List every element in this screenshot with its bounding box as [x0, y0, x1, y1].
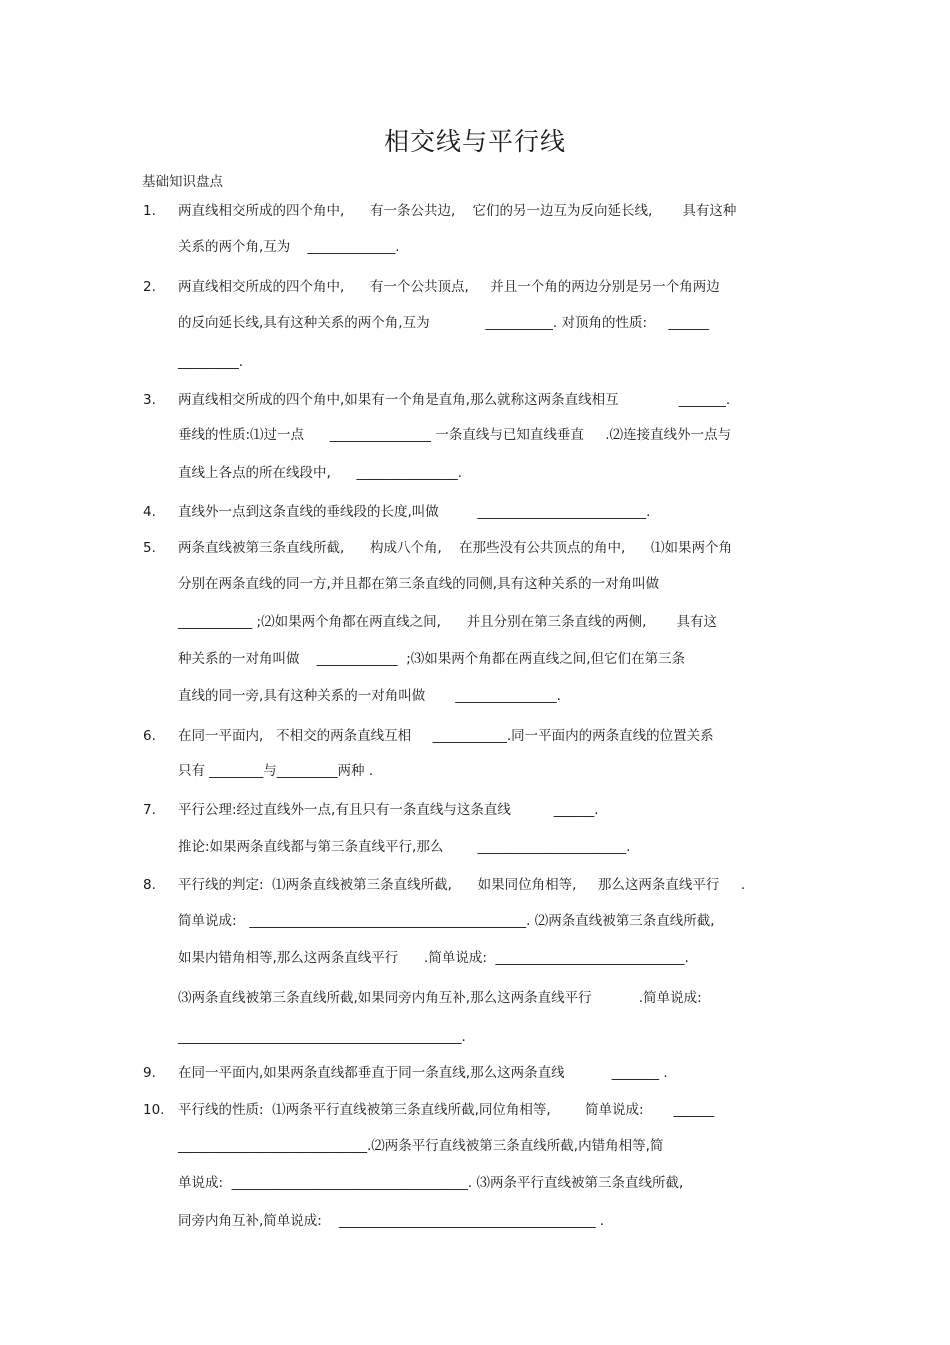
- section-subtitle: 基础知识盘点: [142, 174, 223, 190]
- item-number: 3.: [143, 392, 156, 408]
- item-text-line: 直线上各点的所在线段中, _______________.: [178, 465, 463, 481]
- item-number: 2.: [143, 279, 156, 295]
- item-number: 9.: [143, 1065, 156, 1081]
- item-text-line: 在同一平面内,如果两条直线都垂直于同一条直线,那么这两条直线 _______ .: [178, 1065, 668, 1081]
- item-number: 4.: [143, 504, 156, 520]
- item-text-line: 种关系的一对角叫做 ____________ ;⑶如果两个角都在两直线之间,但它们在第三条: [178, 651, 686, 667]
- item-text-line: ⑶两条直线被第三条直线所截,如果同旁内角互补,那么这两条直线平行 .简单说成:: [178, 990, 702, 1006]
- item-text-line: 平行线的性质: ⑴两条平行直线被第三条直线所截,同位角相等, 简单说成: ______: [178, 1102, 715, 1118]
- page-title: 相交线与平行线: [383, 127, 566, 156]
- item-number: 5.: [143, 540, 156, 556]
- item-text-line: 简单说成: _________________________________________. ⑵两条直线被第三条直线所截,: [178, 913, 715, 929]
- item-text-line: ___________ ;⑵如果两个角都在两直线之间, 并且分别在第三条直线的两侧, 具有这: [178, 614, 717, 630]
- item-text-line: 平行公理:经过直线外一点,有且只有一条直线与这条直线 ______.: [178, 802, 599, 818]
- item-text-line: __________________________________________.: [178, 1029, 466, 1045]
- item-text-line: 推论:如果两条直线都与第三条直线平行,那么 ______________________.: [178, 839, 631, 855]
- item-text-line: 平行线的判定: ⑴两条直线被第三条直线所截, 如果同位角相等, 那么这两条直线平行 .: [178, 877, 746, 893]
- item-text-line: _________.: [178, 354, 244, 370]
- item-number: 10.: [143, 1102, 165, 1118]
- item-text-line: 同旁内角互补,简单说成: ______________________________________ .: [178, 1213, 605, 1229]
- item-number: 7.: [143, 802, 156, 818]
- item-text-line: 两直线相交所成的四个角中, 有一个公共顶点, 并且一个角的两边分别是另一个角两边: [178, 279, 720, 295]
- item-text-line: 分别在两条直线的同一方,并且都在第三条直线的同侧,具有这种关系的一对角叫做: [178, 576, 660, 592]
- item-text-line: 两直线相交所成的四个角中, 有一条公共边, 它们的另一边互为反向延长线, 具有这种: [178, 203, 737, 219]
- item-text-line: 只有 ________与_________两种 .: [178, 763, 374, 779]
- item-text-line: 如果内错角相等,那么这两条直线平行 .简单说成: ____________________________.: [178, 950, 689, 966]
- item-text-line: ____________________________.⑵两条平行直线被第三条直线所截,内错角相等,简: [178, 1138, 664, 1154]
- item-text-line: 在同一平面内, 不相交的两条直线互相 ___________.同一平面内的两条直线的位置关系: [178, 728, 714, 744]
- item-text-line: 直线的同一旁,具有这种关系的一对角叫做 _______________.: [178, 688, 561, 704]
- item-text-line: 两直线相交所成的四个角中,如果有一个角是直角,那么就称这两条直线相互 _______.: [178, 392, 731, 408]
- item-text-line: 单说成: ___________________________________. ⑶两条平行直线被第三条直线所截,: [178, 1175, 684, 1191]
- item-text-line: 的反向延长线,具有这种关系的两个角,互为 __________. 对顶角的性质: ______: [178, 315, 709, 331]
- item-number: 8.: [143, 877, 156, 893]
- item-number: 6.: [143, 728, 156, 744]
- item-number: 1.: [143, 203, 156, 219]
- item-text-line: 直线外一点到这条直线的垂线段的长度,叫做 _________________________.: [178, 504, 651, 520]
- item-text-line: 垂线的性质:⑴过一点 _______________ 一条直线与已知直线垂直 .⑵连接直线外一点与: [178, 427, 732, 443]
- item-text-line: 两条直线被第三条直线所截, 构成八个角, 在那些没有公共顶点的角中, ⑴如果两个角: [178, 540, 733, 556]
- item-text-line: 关系的两个角,互为 _____________.: [178, 239, 400, 255]
